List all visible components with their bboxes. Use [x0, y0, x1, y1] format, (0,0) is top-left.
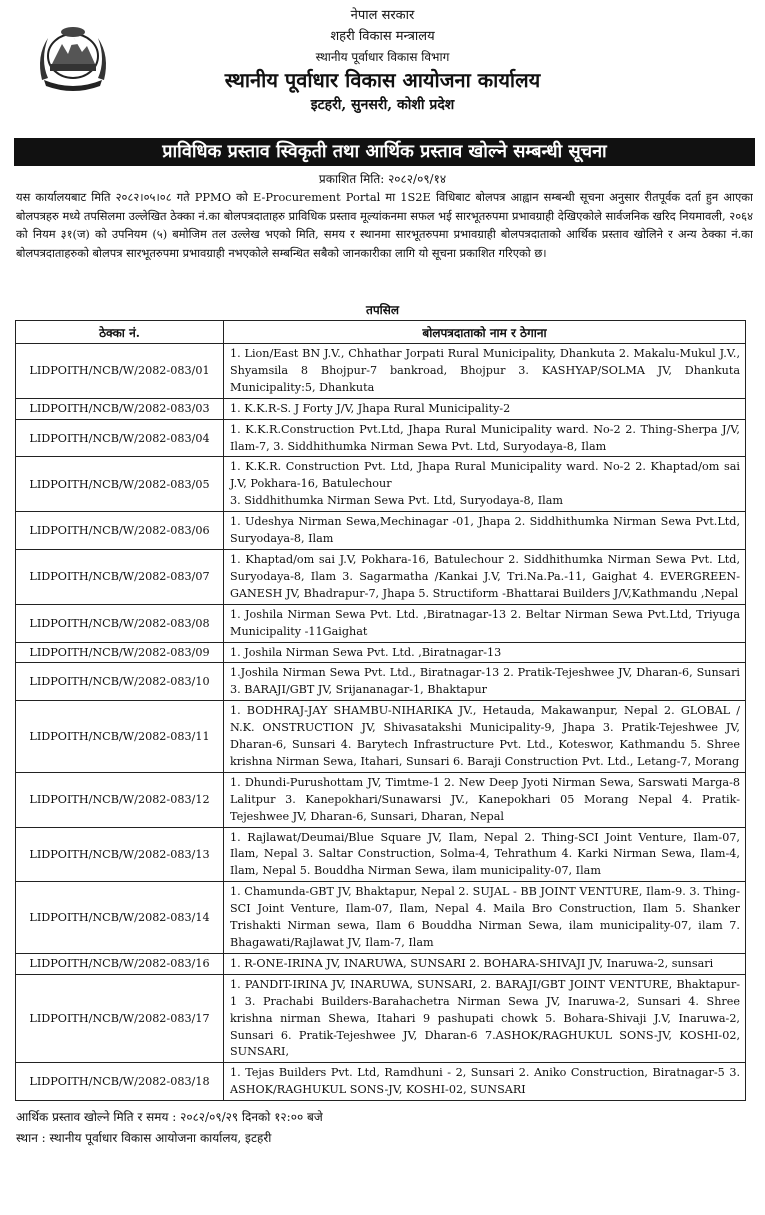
- office-name: स्थानीय पूर्वाधार विकास आयोजना कार्यालय: [224, 67, 541, 92]
- table-row: [16, 398, 746, 419]
- contract-number: LIDPOITH/NCB/W/2082-083/04: [16, 419, 224, 457]
- bidder-list: 1. K.K.R. Construction Pvt. Ltd, Jhapa Rural Municipality ward. No-2 2. Khaptad/om sai J.V, Pokhara-16, Batulechour 3. Siddhithumka Nirman Sewa Pvt. Ltd, Suryodaya-8, Ilam: [224, 457, 746, 512]
- department-name: स्थानीय पूर्वाधार विकास विभाग: [315, 49, 450, 64]
- contract-no-header: ठेक्का नं.: [16, 321, 224, 344]
- table-row: [16, 512, 746, 550]
- bidder-list: 1. Rajlawat/Deumai/Blue Square JV, Ilam, Nepal 2. Thing-SCI Joint Venture, Ilam-07, Ilam, Nepal 3. Saltar Construction, Solma-4, Tehrathum 4. Karki Nirman Sewa, Ilam-4, Ilam, Nepal 5. Bouddha Nirman Sewa, ilam municipality-07, Ilam: [224, 827, 746, 882]
- table-row: [16, 882, 746, 954]
- bidder-list: 1. R-ONE-IRINA JV, INARUWA, SUNSARI 2. BOHARA-SHIVAJI JV, Inaruwa-2, sunsari: [224, 953, 746, 974]
- table-row: [16, 419, 746, 457]
- contract-number: LIDPOITH/NCB/W/2082-083/01: [16, 344, 224, 399]
- bidder-list: 1. Udeshya Nirman Sewa,Mechinagar -01, Jhapa 2. Siddhithumka Nirman Sewa Pvt.Ltd, Suryodaya-8, Ilam: [224, 512, 746, 550]
- contract-number: LIDPOITH/NCB/W/2082-083/10: [16, 663, 224, 701]
- contract-number: LIDPOITH/NCB/W/2082-083/14: [16, 882, 224, 954]
- notice-header: [0, 0, 765, 138]
- contract-number: LIDPOITH/NCB/W/2082-083/03: [16, 398, 224, 419]
- bidder-list: 1. Dhundi-Purushottam JV, Timtme-1 2. New Deep Jyoti Nirman Sewa, Sarswati Marga-8 Lalitpur 3. Kanepokhari/Sunawarsi JV., Kanepokhari 05 Morang Nepal 4. Pratik-Tejeshwee JV, Dharan-6, Sunsari, Dharan, Nepal: [224, 772, 746, 827]
- ministry-name: शहरी विकास मन्त्रालय: [330, 29, 435, 45]
- office-address: इटहरी, सुनसरी, कोशी प्रदेश: [310, 96, 455, 113]
- table-row: [16, 772, 746, 827]
- contract-number: LIDPOITH/NCB/W/2082-083/08: [16, 604, 224, 642]
- bidder-list: 1. Joshila Nirman Sewa Pvt. Ltd. ,Biratnagar-13 2. Beltar Nirman Sewa Pvt.Ltd, Triyuga Municipality -11Gaighat: [224, 604, 746, 642]
- contract-number: LIDPOITH/NCB/W/2082-083/13: [16, 827, 224, 882]
- bidders-table: [15, 320, 746, 1101]
- table-row: [16, 953, 746, 974]
- table-row: [16, 663, 746, 701]
- bidder-list: 1. Chamunda-GBT JV, Bhaktapur, Nepal 2. SUJAL - BB JOINT VENTURE, Ilam-9. 3. Thing-SCI Joint Venture, Ilam-07, Ilam, Nepal 4. Maila Bro Construction, Ilam 5. Shanker Trishakti Nirman sewa, Ilam 6 Bouddha Nirman Sewa, ilam municipality-07, ilam 7. Bhagawati/Rajlawat JV, Ilam-7, Ilam: [224, 882, 746, 954]
- bidder-list: 1. Khaptad/om sai J.V, Pokhara-16, Batulechour 2. Siddhithumka Nirman Sewa Pvt. Ltd, Suryodaya-8, Ilam 3. Sagarmatha /Kankai J.V, Tri.Na.Pa.-11, Gaighat 4. EVERGREEN-GANESH JV, Bhadrapur-7, Jhapa 5. Structiform -Bhattarai Builders J/V,Kathmandu ,Nepal: [224, 549, 746, 604]
- table-row: [16, 827, 746, 882]
- table-header-row: [16, 321, 746, 344]
- nepal-emblem-icon: [34, 20, 112, 92]
- notice-title: प्राविधिक प्रस्ताव स्विकृती तथा आर्थिक प्रस्ताव खोल्ने सम्बन्धी सूचना: [14, 138, 755, 166]
- bidder-list: 1. K.K.R-S. J Forty J/V, Jhapa Rural Municipality-2: [224, 398, 746, 419]
- table-row: [16, 1063, 746, 1101]
- contract-number: LIDPOITH/NCB/W/2082-083/12: [16, 772, 224, 827]
- intro-paragraph: यस कार्यालयबाट मिति २०८२।०५।०८ गते PPMO को E-Procurement Portal मा 1S2E विधिबाट बोलपत्र आह्वान सम्बन्धी सूचना अनुसार रीतपूर्वक दर्ता हुन आएका बोलपत्रहरु मध्ये तपसिलमा उल्लेखित ठेक्का नं.का बोलपत्रदाताहरु प्राविधिक प्रस्ताव मूल्यांकनमा सफल भई सारभूतरुपमा प्रभावग्राही देखिएकोले सार्वजनिक खरिद नियमावली, २०६४ को नियम ३१(ज) को उपनियम (५) बमोजिम तल उल्लेख भएको मिति, समय र स्थानमा सारभूतरुपमा प्रभावग्राही बोलपत्रदाताको आर्थिक प्रस्ताव खोलिने र अन्य ठेक्का नं.का बोलपत्रदाताहरुको बोलपत्र सारभूतरुपमा प्रभावग्राही नभएकोले सम्बन्धित सबैको जानकारीका लागि यो सूचना प्रकाशित गरिएको छ।: [16, 190, 753, 260]
- contract-number: LIDPOITH/NCB/W/2082-083/17: [16, 974, 224, 1063]
- bidder-header: बोलपत्रदाताको नाम र ठेगाना: [224, 321, 746, 344]
- bidder-list: 1. K.K.R.Construction Pvt.Ltd, Jhapa Rural Municipality ward. No-2 2. Thing-Sherpa J/V, Ilam-7, 3. Siddhithumka Nirman Sewa Pvt. Ltd, Suryodaya-8, Ilam: [224, 419, 746, 457]
- opening-venue: स्थान : स्थानीय पूर्वाधार विकास आयोजना कार्यालय, इटहरी: [16, 1131, 272, 1146]
- published-date: प्रकाशित मिति: २०८२/०९/१४: [318, 172, 447, 186]
- notice-footer: [16, 1107, 765, 1149]
- contract-number: LIDPOITH/NCB/W/2082-083/16: [16, 953, 224, 974]
- opening-date-time: आर्थिक प्रस्ताव खोल्ने मिति र समय : २०८२/०९/२९ दिनको १२:०० बजे: [16, 1110, 323, 1125]
- table-row: [16, 974, 746, 1063]
- bidder-list: 1. Joshila Nirman Sewa Pvt. Ltd. ,Biratnagar-13: [224, 642, 746, 663]
- table-row: [16, 549, 746, 604]
- contract-number: LIDPOITH/NCB/W/2082-083/09: [16, 642, 224, 663]
- bidder-list: 1. Tejas Builders Pvt. Ltd, Ramdhuni - 2, Sunsari 2. Aniko Construction, Biratnagar-5 3. ASHOK/RAGHUKUL SONS-JV, KOSHI-02, SUNSARI: [224, 1063, 746, 1101]
- contract-number: LIDPOITH/NCB/W/2082-083/11: [16, 701, 224, 773]
- bidder-list: 1.Joshila Nirman Sewa Pvt. Ltd., Biratnagar-13 2. Pratik-Tejeshwee JV, Dharan-6, Sunsari 3. BARAJI/GBT JV, Srijananagar-1, Bhaktapur: [224, 663, 746, 701]
- table-row: [16, 457, 746, 512]
- contract-number: LIDPOITH/NCB/W/2082-083/07: [16, 549, 224, 604]
- details-heading: तपसिल: [365, 303, 399, 317]
- contract-number: LIDPOITH/NCB/W/2082-083/05: [16, 457, 224, 512]
- contract-number: LIDPOITH/NCB/W/2082-083/06: [16, 512, 224, 550]
- table-row: [16, 701, 746, 773]
- government-name: नेपाल सरकार: [350, 8, 415, 23]
- table-row: [16, 344, 746, 399]
- table-row: [16, 642, 746, 663]
- table-row: [16, 604, 746, 642]
- bidder-list: 1. PANDIT-IRINA JV, INARUWA, SUNSARI, 2. BARAJI/GBT JOINT VENTURE, Bhaktapur-1 3. Prachabi Builders-Barahachetra Nirman Sewa JV, Inaruwa-2, Sunsari 4. Shree krishna nirman Shewa, Itahari 9 pashupati chowk 5. Bohara-Shivaji J.V, Inaruwa-2, Sunsari 6. Pratik-Tejeshwee JV, Dharan-6 7.ASHOK/RAGHUKUL SONS-JV, KOSHI-02, SUNSARI,: [224, 974, 746, 1063]
- bidder-list: 1. BODHRAJ-JAY SHAMBU-NIHARIKA JV., Hetauda, Makawanpur, Nepal 2. GLOBAL / N.K. ONSTRUCTION JV, Shivasatakshi Municipality-9, Jhapa 3. Pratik-Tejeshwee JV, Dharan-6, Sunsari 4. Barytech Infrastructure Pvt. Ltd., Koteswor, Kathmandu 5. Shree krishna Nirman Sewa, Itahari, Sunsari 6. Baraji Construction Pvt. Ltd., Letang-7, Morang: [224, 701, 746, 773]
- contract-number: LIDPOITH/NCB/W/2082-083/18: [16, 1063, 224, 1101]
- bidder-list: 1. Lion/East BN J.V., Chhathar Jorpati Rural Municipality, Dhankuta 2. Makalu-Mukul J.V., Shyamsila 8 Bhojpur-7 bankroad, Bhojpur 3. KASHYAP/SOLMA JV, Dhankuta Municipality:5, Dhankuta: [224, 344, 746, 399]
